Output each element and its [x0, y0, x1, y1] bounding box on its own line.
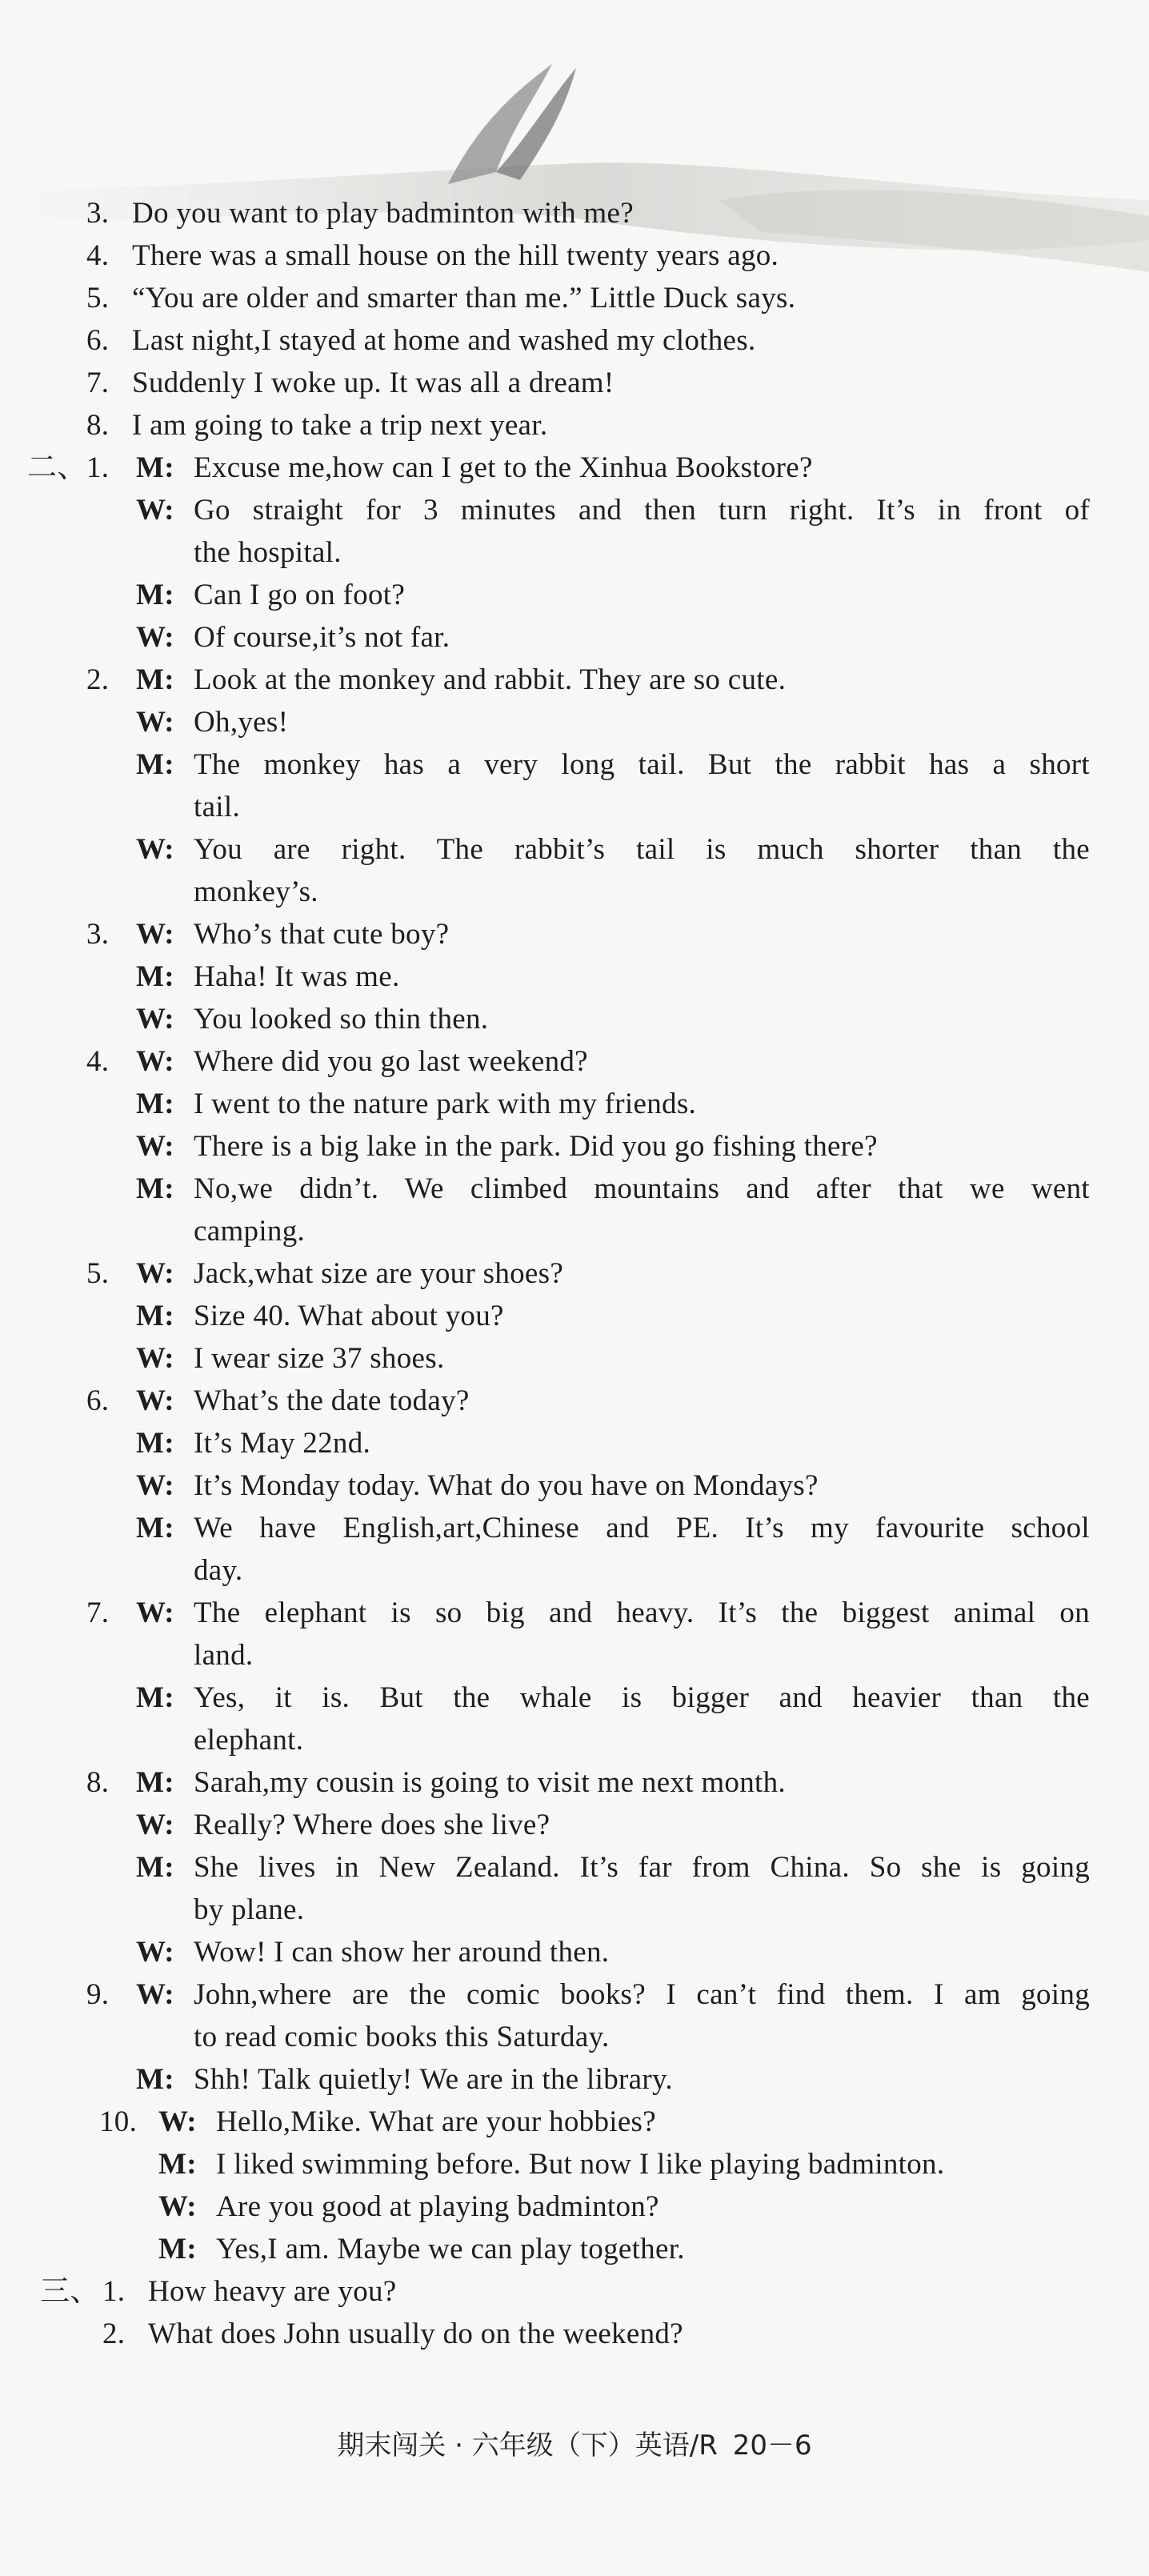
dialogue-text: The elephant is so big and heavy. It’s the biggest animal on: [194, 1596, 1090, 1629]
speaker-label: M:: [136, 663, 174, 696]
speaker-label: M:: [158, 2148, 197, 2181]
item-number: 5.: [86, 282, 110, 314]
speaker-label: W:: [158, 2105, 197, 2138]
dialogue-text: Shh! Talk quietly! We are in the library.: [194, 2063, 673, 2096]
dialogue-number: 10.: [99, 2105, 138, 2138]
speaker-label: W:: [136, 918, 174, 951]
speaker-label: M:: [136, 1088, 174, 1120]
section-label: 二、: [27, 451, 87, 484]
speaker-label: M:: [136, 2063, 174, 2096]
item-number: 1.: [102, 2275, 126, 2308]
dialogue-text: Are you good at playing badminton?: [216, 2190, 659, 2223]
item-number: 2.: [102, 2318, 126, 2350]
dialogue-text: John,where are the comic books? I can’t find them. I am going: [194, 1978, 1090, 2011]
dialogue-text: Jack,what size are your shoes?: [194, 1257, 564, 1290]
dialogue-text: I wear size 37 shoes.: [194, 1342, 445, 1375]
speaker-label: W:: [136, 1469, 174, 1502]
book-title: 期末闯关 · 六年级（下）英语/R: [337, 2430, 718, 2462]
speaker-label: W:: [158, 2190, 197, 2223]
item-number: 7.: [86, 367, 110, 399]
dialogue-text: monkey’s.: [194, 875, 318, 908]
dialogue-number: 8.: [86, 1766, 110, 1799]
dialogue-text: elephant.: [194, 1724, 304, 1757]
dialogue-text: Hello,Mike. What are your hobbies?: [216, 2105, 656, 2138]
dialogue-text: tail.: [194, 791, 241, 823]
dialogue-text: Yes, it is. But the whale is bigger and heavier than the: [194, 1681, 1090, 1714]
dialogue-text: It’s Monday today. What do you have on Mondays?: [194, 1469, 819, 1502]
section-label: 三、: [40, 2275, 100, 2308]
dialogue-text: the hospital.: [194, 536, 342, 569]
speaker-label: W:: [136, 1936, 174, 1969]
dialogue-number: 1.: [86, 451, 110, 484]
speaker-label: M:: [136, 1172, 174, 1205]
speaker-label: M:: [158, 2233, 197, 2266]
speaker-label: M:: [136, 748, 174, 781]
dialogue-text: We have English,art,Chinese and PE. It’s my favourite school: [194, 1512, 1090, 1544]
speaker-label: W:: [136, 1809, 174, 1841]
dialogue-text: day.: [194, 1554, 243, 1587]
dialogue-text: The monkey has a very long tail. But the rabbit has a short: [194, 748, 1090, 781]
dialogue-text: It’s May 22nd.: [194, 1427, 371, 1460]
speaker-label: W:: [136, 706, 174, 739]
item-number: 8.: [86, 409, 110, 442]
dialogue-text: land.: [194, 1639, 254, 1672]
speaker-label: M:: [136, 451, 174, 484]
speaker-label: W:: [136, 1384, 174, 1417]
sentence-text: Suddenly I woke up. It was all a dream!: [132, 367, 615, 399]
dialogue-text: There is a big lake in the park. Did you go fishing there?: [194, 1130, 878, 1163]
speaker-label: W:: [136, 494, 174, 527]
dialogue-text: You looked so thin then.: [194, 1003, 489, 1036]
dialogue-text: Go straight for 3 minutes and then turn right. It’s in front of: [194, 494, 1090, 527]
speaker-label: W:: [136, 1130, 174, 1163]
dialogue-text: Really? Where does she live?: [194, 1809, 550, 1841]
dialogue-text: Oh,yes!: [194, 706, 289, 739]
sentence-text: Do you want to play badminton with me?: [132, 197, 634, 230]
dialogue-text: Who’s that cute boy?: [194, 918, 450, 951]
speaker-label: M:: [136, 960, 174, 993]
dialogue-text: Look at the monkey and rabbit. They are so cute.: [194, 663, 787, 696]
dialogue-number: 4.: [86, 1045, 110, 1078]
speaker-label: W:: [136, 1257, 174, 1290]
speaker-label: M:: [136, 1681, 174, 1714]
speaker-label: M:: [136, 1766, 174, 1799]
dialogue-text: I went to the nature park with my friends.: [194, 1088, 697, 1120]
sentence-text: “You are older and smarter than me.” Little Duck says.: [132, 282, 796, 314]
dialogue-text: No,we didn’t. We climbed mountains and after that we went: [194, 1172, 1090, 1205]
dialogue-text: What’s the date today?: [194, 1384, 470, 1417]
question-text: How heavy are you?: [148, 2275, 397, 2308]
speaker-label: W:: [136, 833, 174, 866]
sentence-text: I am going to take a trip next year.: [132, 409, 548, 442]
dialogue-text: I liked swimming before. But now I like playing badminton.: [216, 2148, 945, 2181]
dialogue-number: 3.: [86, 918, 110, 951]
speaker-label: W:: [136, 621, 174, 654]
dialogue-text: Size 40. What about you?: [194, 1300, 504, 1332]
speaker-label: W:: [136, 1003, 174, 1036]
page-footer: [0, 2423, 1149, 2462]
dialogue-text: to read comic books this Saturday.: [194, 2021, 610, 2053]
speaker-label: W:: [136, 1342, 174, 1375]
dialogue-number: 7.: [86, 1596, 110, 1629]
dialogue-text: You are right. The rabbit’s tail is much shorter than the: [194, 833, 1090, 866]
item-number: 3.: [86, 197, 110, 230]
dialogue-text: Yes,I am. Maybe we can play together.: [216, 2233, 685, 2266]
speaker-label: M:: [136, 1512, 174, 1544]
item-number: 4.: [86, 239, 110, 272]
page-number: 20－6: [732, 2430, 812, 2462]
dialogue-number: 9.: [86, 1978, 110, 2011]
dialogue-text: Where did you go last weekend?: [194, 1045, 588, 1078]
dialogue-text: Can I go on foot?: [194, 579, 406, 611]
dialogue-number: 2.: [86, 663, 110, 696]
item-number: 6.: [86, 324, 110, 357]
dialogue-text: Wow! I can show her around then.: [194, 1936, 610, 1969]
dialogue-number: 6.: [86, 1384, 110, 1417]
dialogue-text: Of course,it’s not far.: [194, 621, 450, 654]
dialogue-text: Haha! It was me.: [194, 960, 400, 993]
speaker-label: M:: [136, 1427, 174, 1460]
speaker-label: M:: [136, 1300, 174, 1332]
dialogue-number: 5.: [86, 1257, 110, 1290]
speaker-label: W:: [136, 1596, 174, 1629]
question-text: What does John usually do on the weekend?: [148, 2318, 683, 2350]
dialogue-text: Sarah,my cousin is going to visit me next month.: [194, 1766, 786, 1799]
dialogue-text: camping.: [194, 1215, 306, 1248]
sentence-text: There was a small house on the hill twenty years ago.: [132, 239, 779, 272]
speaker-label: W:: [136, 1045, 174, 1078]
dialogue-text: by plane.: [194, 1893, 305, 1926]
speaker-label: W:: [136, 1978, 174, 2011]
speaker-label: M:: [136, 1851, 174, 1884]
dialogue-text: Excuse me,how can I get to the Xinhua Bookstore?: [194, 451, 813, 484]
dialogue-text: She lives in New Zealand. It’s far from China. So she is going: [194, 1851, 1090, 1884]
sentence-text: Last night,I stayed at home and washed my clothes.: [132, 324, 756, 357]
speaker-label: M:: [136, 579, 174, 611]
